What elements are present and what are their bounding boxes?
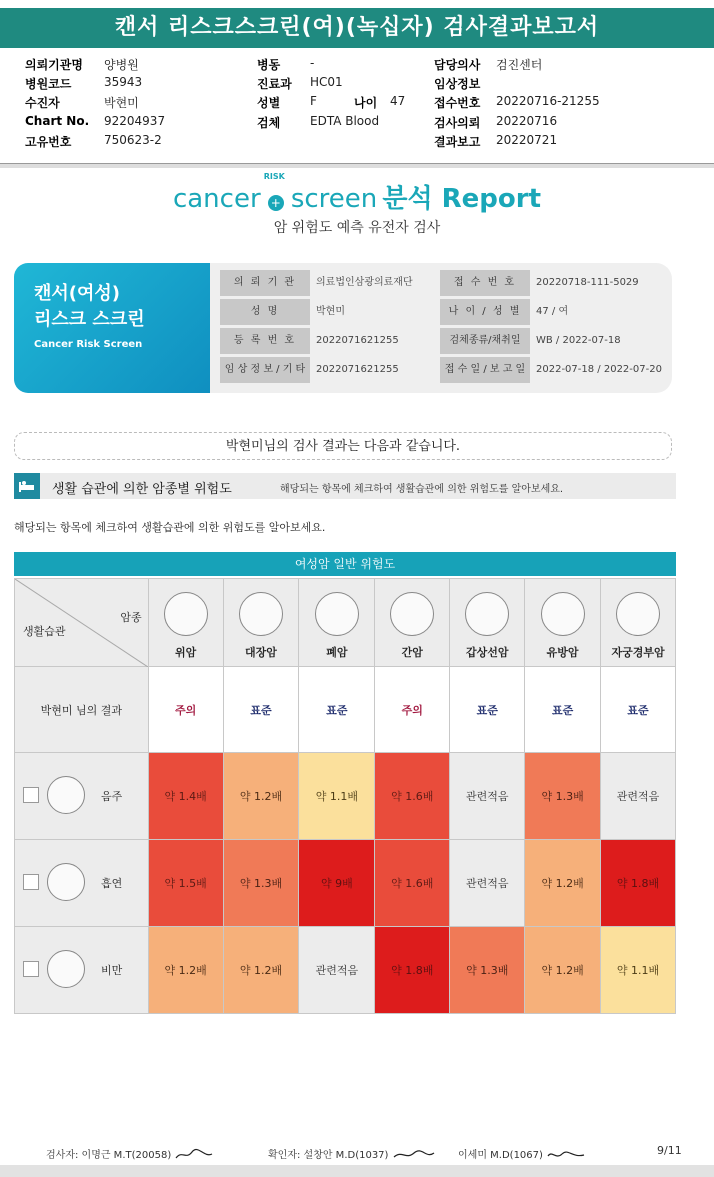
header-label: 진료과 <box>257 77 292 91</box>
lung-icon <box>315 592 359 636</box>
header-value-text: 박현미 <box>104 96 139 110</box>
alcohol-checkbox[interactable] <box>23 787 39 803</box>
result-label: 박현미 님의 결과 <box>15 667 149 753</box>
result-value: 표준 <box>299 667 375 753</box>
section-title: 생활 습관에 의한 암종별 위험도 <box>52 482 232 497</box>
result-value: 주의 <box>375 667 450 753</box>
corner-bottom-label: 생활습관 <box>23 625 66 638</box>
info-value: 2022-07-18 / 2022-07-20 <box>536 364 662 375</box>
liver-icon <box>390 592 434 636</box>
header-row <box>434 133 480 150</box>
result-message: 박현미님의 검사 결과는 다음과 같습니다. <box>14 432 672 460</box>
habit-cell <box>15 927 149 1014</box>
alcohol-icon <box>47 776 85 814</box>
thyroid-icon <box>465 592 509 636</box>
risk-cell: 관련적음 <box>299 927 375 1014</box>
signature-mark <box>546 1148 586 1162</box>
header-row <box>25 114 89 128</box>
risk-cell: 약 1.2배 <box>223 753 299 840</box>
info-value: 47 / 여 <box>536 306 569 317</box>
table-corner <box>15 579 149 667</box>
target-icon: + <box>268 195 284 211</box>
header-row <box>257 56 280 73</box>
header-row <box>25 56 83 73</box>
result-value: 표준 <box>601 667 676 753</box>
header-value <box>310 94 317 108</box>
header-row <box>25 75 71 92</box>
risk-cell: 관련적음 <box>601 753 676 840</box>
confirmer2-signature <box>458 1146 586 1162</box>
header-label: 수진자 <box>25 96 60 110</box>
smoking-icon <box>47 863 85 901</box>
info-label: 의 뢰 기 관 <box>220 270 310 296</box>
risk-cell: 약 1.1배 <box>601 927 676 1014</box>
info-label: 임 상 정 보 / 기 타 <box>220 357 310 383</box>
risk-cell: 약 1.3배 <box>450 927 525 1014</box>
confirmer-signature <box>268 1146 436 1162</box>
header-value-text: 750623-2 <box>104 133 162 147</box>
tester-signature <box>46 1146 214 1162</box>
habit-name: 비만 <box>101 964 123 977</box>
habit-row-obesity <box>15 927 676 1014</box>
risk-cell: 약 1.2배 <box>148 927 223 1014</box>
header-value-text: 양병원 <box>104 58 139 72</box>
header-value-text: - <box>310 56 315 70</box>
info-value: 박현미 <box>316 306 345 317</box>
habit-name: 음주 <box>101 790 123 803</box>
page-number: 9/11 <box>657 1144 682 1157</box>
habit-name: 흡연 <box>101 877 123 890</box>
cancer-name: 갑상선암 <box>465 646 509 659</box>
info-value: WB / 2022-07-18 <box>536 335 621 346</box>
header-value <box>496 94 600 108</box>
header-value <box>496 133 557 147</box>
age-value: 47 <box>390 94 406 108</box>
header-value <box>310 114 379 128</box>
logo-risk-text: RISK <box>263 172 285 181</box>
logo-risk-mark <box>263 172 286 211</box>
risk-cell: 약 1.8배 <box>375 927 450 1014</box>
breast-icon <box>541 592 585 636</box>
age-label: 나이 <box>354 96 378 110</box>
cancer-column-header <box>299 579 375 667</box>
instruction-text: 해당되는 항목에 체크하여 생활습관에 의한 위험도를 알아보세요. <box>14 521 326 534</box>
info-label: 등 록 번 호 <box>220 328 310 354</box>
badge-line1: 캔서(여성) <box>34 283 121 304</box>
divider <box>0 164 714 168</box>
header-value-text: 20220721 <box>496 133 558 147</box>
info-value: 2022071621255 <box>316 335 399 346</box>
patient-header <box>0 52 714 164</box>
header-row <box>434 94 480 111</box>
header-label: 의뢰기관명 <box>25 58 83 72</box>
header-label: 성별 <box>257 96 281 110</box>
report-title: 캔서 리스크스크린(여)(녹십자) 검사결과보고서 <box>0 8 714 48</box>
header-label: 병동 <box>257 58 281 72</box>
cancer-name: 자궁경부암 <box>611 646 665 659</box>
header-label: 검사의뢰 <box>434 116 481 130</box>
info-label: 나 이 / 성 별 <box>440 299 530 325</box>
risk-cell: 약 1.2배 <box>525 840 601 927</box>
cancer-name: 폐암 <box>326 646 348 659</box>
risk-cell: 약 1.4배 <box>148 753 223 840</box>
risk-cell: 약 1.2배 <box>525 927 601 1014</box>
info-value: 의료법인삼광의료재단 <box>316 277 413 288</box>
cancer-name: 대장암 <box>245 646 277 659</box>
risk-cell: 관련적음 <box>450 753 525 840</box>
risk-cell: 약 1.8배 <box>601 840 676 927</box>
header-value <box>104 114 165 128</box>
header-value-text: HC01 <box>310 75 343 89</box>
header-value-text: 92204937 <box>104 114 166 128</box>
section-note: 해당되는 항목에 체크하여 생활습관에 의한 위험도를 알아보세요. <box>280 484 564 495</box>
result-value: 표준 <box>525 667 601 753</box>
header-row <box>25 94 60 111</box>
result-value: 주의 <box>148 667 223 753</box>
risk-cell: 약 1.1배 <box>299 753 375 840</box>
header-label: Chart No. <box>25 114 90 128</box>
grid-title: 여성암 일반 위험도 <box>14 552 676 576</box>
section-header <box>14 473 676 499</box>
footer-bar <box>0 1165 714 1177</box>
cancer-risk-screen-logo <box>0 172 714 215</box>
header-value-text: F <box>310 94 317 108</box>
badge-line2: 리스크 스크린 <box>34 309 145 330</box>
cancer-header-row <box>15 579 676 667</box>
risk-cell: 약 1.5배 <box>148 840 223 927</box>
header-row <box>434 56 480 73</box>
signature-mark <box>392 1148 436 1162</box>
risk-table <box>14 578 676 1014</box>
cancer-column-header <box>601 579 676 667</box>
header-label: 검체 <box>257 116 281 130</box>
info-label: 접 수 일 / 보 고 일 <box>440 357 530 383</box>
signature-mark <box>174 1148 214 1162</box>
logo-word-cancer: cancer <box>172 184 261 214</box>
info-label: 접 수 번 호 <box>440 270 530 296</box>
obesity-checkbox[interactable] <box>23 961 39 977</box>
header-value <box>310 75 343 89</box>
risk-cell: 관련적음 <box>450 840 525 927</box>
header-value-text: 20220716-21255 <box>496 94 600 108</box>
cancer-column-header <box>223 579 299 667</box>
obesity-icon <box>47 950 85 988</box>
colon-icon <box>239 592 283 636</box>
corner-top-label: 암종 <box>120 611 142 624</box>
cancer-name: 유방암 <box>546 646 579 659</box>
header-row <box>257 94 280 111</box>
uterus-icon <box>616 592 660 636</box>
habit-cell <box>15 840 149 927</box>
header-value <box>496 114 557 128</box>
header-label: 고유번호 <box>25 135 72 149</box>
header-label: 임상정보 <box>434 77 481 91</box>
risk-cell: 약 1.6배 <box>375 753 450 840</box>
confirmer-text: 확인자: 설창안 M.D(1037) <box>268 1150 389 1161</box>
result-value: 표준 <box>223 667 299 753</box>
page-subtitle: 암 위험도 예측 유전자 검사 <box>273 220 441 236</box>
product-badge <box>14 263 210 393</box>
badge-line3: Cancer Risk Screen <box>34 339 143 350</box>
info-label: 검체종류/채취일 <box>440 328 530 354</box>
header-row <box>257 114 280 131</box>
stomach-icon <box>164 592 208 636</box>
header-value <box>104 94 139 111</box>
smoking-checkbox[interactable] <box>23 874 39 890</box>
header-row <box>25 133 71 150</box>
header-value-text: EDTA Blood <box>310 114 380 128</box>
header-value-text: 20220716 <box>496 114 558 128</box>
header-value-text: 35943 <box>104 75 143 89</box>
header-value <box>310 56 314 70</box>
header-label: 접수번호 <box>434 96 481 110</box>
risk-cell: 약 1.2배 <box>223 927 299 1014</box>
header-value <box>104 56 139 73</box>
header-value <box>104 133 162 147</box>
info-label: 성 명 <box>220 299 310 325</box>
header-value-text: 검진센터 <box>496 58 543 72</box>
confirmer2-text: 이세미 M.D(1067) <box>458 1150 543 1161</box>
logo-word-screen: screen <box>290 184 378 214</box>
result-value: 표준 <box>450 667 525 753</box>
header-value <box>390 94 405 108</box>
risk-cell: 약 9배 <box>299 840 375 927</box>
cancer-column-header <box>450 579 525 667</box>
logo-report: 분석 Report <box>382 184 542 214</box>
cancer-column-header <box>148 579 223 667</box>
header-label: 담당의사 <box>434 58 481 72</box>
info-value: 20220718-111-5029 <box>536 277 639 288</box>
header-row <box>434 75 480 92</box>
cancer-column-header <box>375 579 450 667</box>
header-row <box>434 114 480 131</box>
header-label: 결과보고 <box>434 135 481 149</box>
info-value: 2022071621255 <box>316 364 399 375</box>
header-row <box>257 75 292 92</box>
risk-cell: 약 1.3배 <box>223 840 299 927</box>
cancer-name: 위암 <box>174 646 197 659</box>
habit-cell <box>15 753 149 840</box>
header-label: 병원코드 <box>25 77 72 91</box>
risk-cell: 약 1.3배 <box>525 753 601 840</box>
bed-icon <box>14 473 40 499</box>
habit-row-alcohol <box>15 753 676 840</box>
header-value <box>104 75 142 89</box>
header-row <box>354 94 377 111</box>
habit-row-smoking <box>15 840 676 927</box>
header-value <box>496 56 542 73</box>
cancer-column-header <box>525 579 601 667</box>
risk-cell: 약 1.6배 <box>375 840 450 927</box>
tester-text: 검사자: 이명근 M.T(20058) <box>46 1150 172 1161</box>
result-row <box>15 667 676 753</box>
cancer-name: 간암 <box>401 646 423 659</box>
